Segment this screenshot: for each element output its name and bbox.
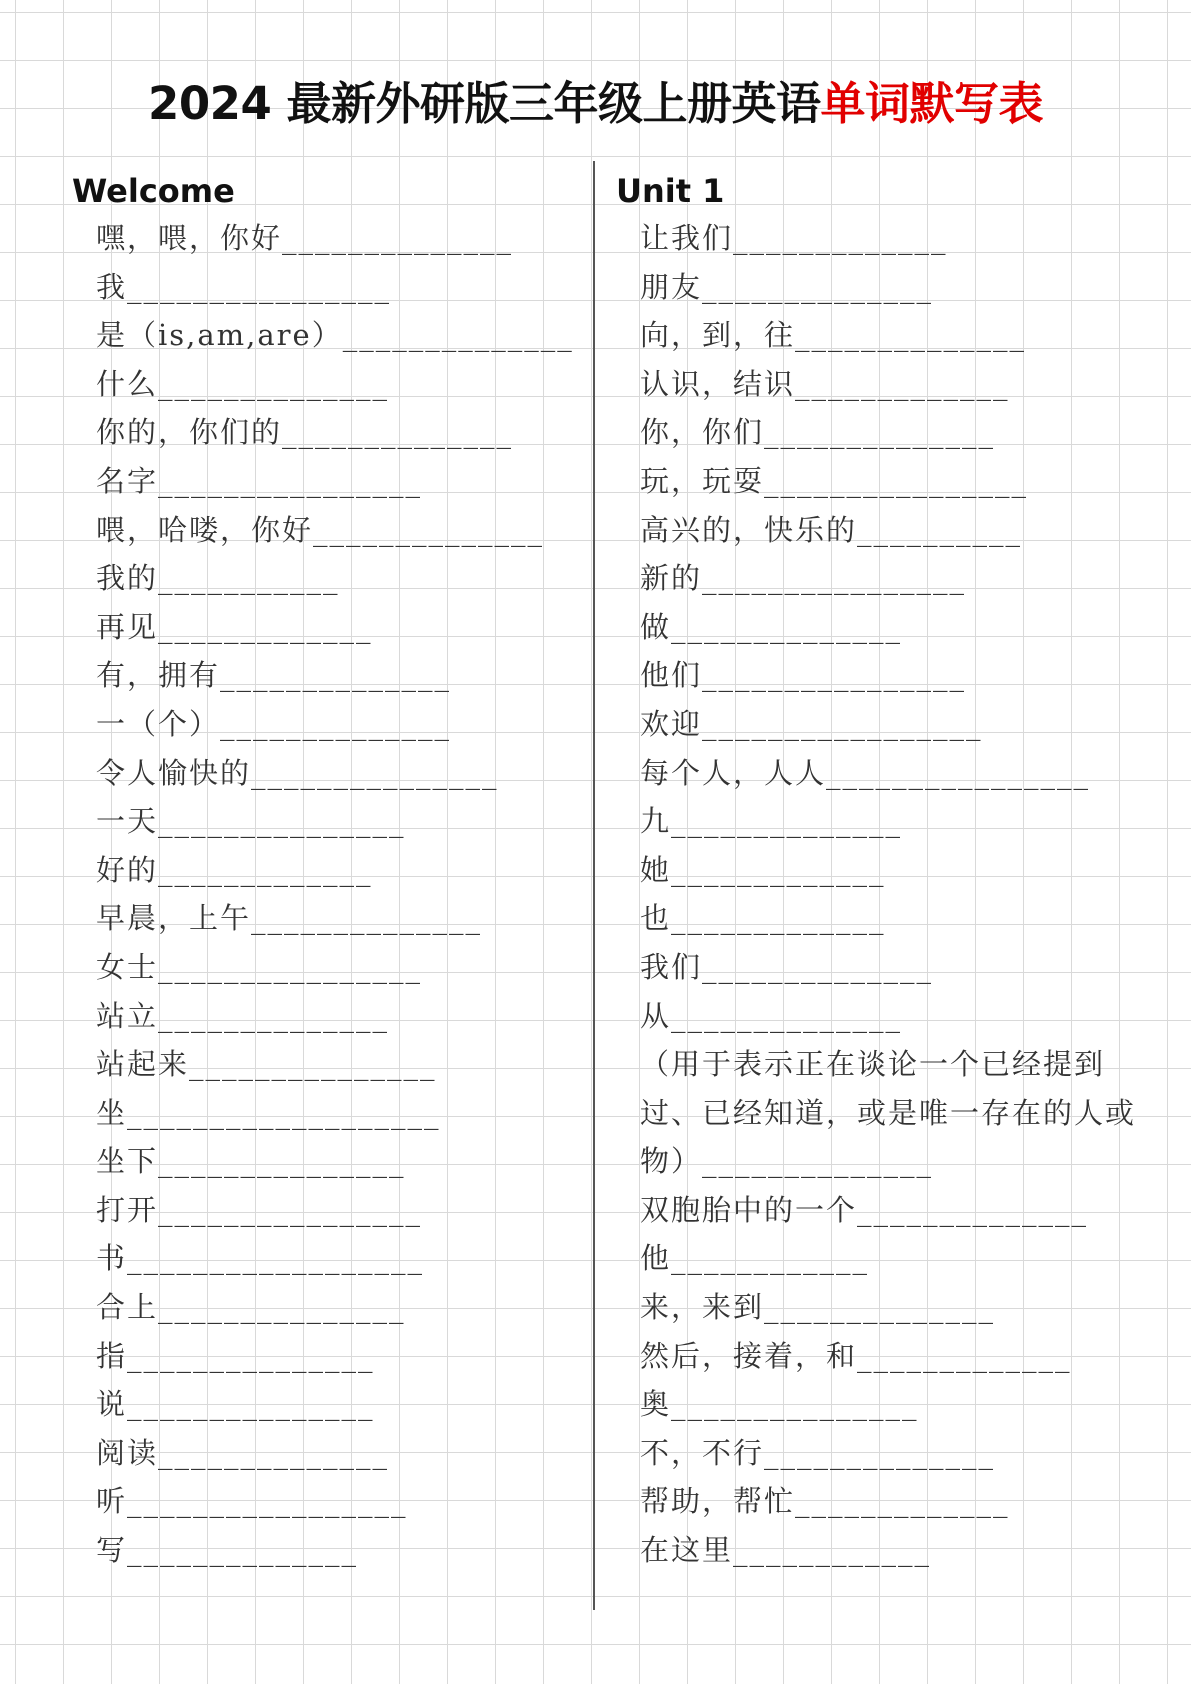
word-item: 向，到，往______________ bbox=[640, 318, 1027, 353]
word-item: 九______________ bbox=[640, 804, 903, 839]
word-item: 坐___________________ bbox=[96, 1095, 441, 1130]
word-item: 合上_______________ bbox=[96, 1290, 406, 1325]
word-item: 喂，哈喽，你好______________ bbox=[96, 512, 545, 547]
word-item: 早晨，上午______________ bbox=[96, 901, 483, 936]
word-item: 奥_______________ bbox=[640, 1387, 919, 1422]
word-item: 站起来_______________ bbox=[96, 1047, 437, 1082]
word-item: （用于表示正在谈论一个已经提到过、已经知道，或是唯一存在的人或物）______________ bbox=[640, 1047, 1137, 1179]
word-item: 阅读______________ bbox=[96, 1435, 390, 1470]
word-item: 朋友______________ bbox=[640, 269, 934, 304]
word-item: 他____________ bbox=[640, 1241, 870, 1276]
word-item: 听_________________ bbox=[96, 1484, 408, 1519]
word-item: 指_______________ bbox=[96, 1338, 375, 1373]
word-item: 书__________________ bbox=[96, 1241, 425, 1276]
word-item: 认识，结识_____________ bbox=[640, 366, 1010, 401]
word-item: 每个人，人人________________ bbox=[640, 755, 1091, 790]
word-item: 坐下_______________ bbox=[96, 1144, 406, 1179]
word-item: 你，你们______________ bbox=[640, 415, 996, 450]
word-item: 然后，接着，和_____________ bbox=[640, 1338, 1072, 1373]
word-item: 再见_____________ bbox=[96, 609, 373, 644]
word-item: 女士________________ bbox=[96, 949, 423, 984]
word-item: 站立______________ bbox=[96, 998, 390, 1033]
title-main: 2024 最新外研版三年级上册英语 bbox=[148, 77, 821, 130]
word-item: 不，不行______________ bbox=[640, 1435, 996, 1470]
unit1-column bbox=[616, 168, 1136, 1575]
word-item: 我们______________ bbox=[640, 949, 934, 984]
unit1-word-list bbox=[640, 214, 1136, 1575]
word-item: 欢迎_________________ bbox=[640, 706, 983, 741]
word-item: 打开________________ bbox=[96, 1192, 423, 1227]
section-heading-unit1: Unit 1 bbox=[616, 172, 725, 210]
word-item: 你的，你们的______________ bbox=[96, 415, 514, 450]
word-item: 双胞胎中的一个______________ bbox=[640, 1192, 1089, 1227]
word-item: 是（is,am,are）______________ bbox=[96, 318, 574, 353]
word-item: 什么______________ bbox=[96, 366, 390, 401]
word-item: 嘿，喂，你好______________ bbox=[96, 221, 514, 255]
word-item: 新的________________ bbox=[640, 561, 967, 596]
word-item: 一（个）______________ bbox=[96, 706, 452, 741]
word-item: 一天_______________ bbox=[96, 804, 406, 839]
word-item: 说_______________ bbox=[96, 1387, 375, 1422]
word-item: 她_____________ bbox=[640, 852, 886, 887]
word-item: 也_____________ bbox=[640, 901, 886, 936]
word-item: 令人愉快的_______________ bbox=[96, 755, 499, 790]
word-item: 来，来到______________ bbox=[640, 1290, 996, 1325]
column-divider bbox=[593, 161, 595, 1610]
word-item: 我的___________ bbox=[96, 561, 340, 596]
word-item: 我________________ bbox=[96, 269, 392, 304]
word-item: 从______________ bbox=[640, 998, 903, 1033]
title-highlight: 单词默写表 bbox=[820, 77, 1043, 130]
word-item: 写______________ bbox=[96, 1533, 359, 1568]
word-item: 他们________________ bbox=[640, 658, 967, 693]
word-item: 有，拥有______________ bbox=[96, 658, 452, 693]
word-item: 名字________________ bbox=[96, 463, 423, 498]
word-item: 玩，玩耍________________ bbox=[640, 463, 1029, 498]
page-title bbox=[0, 74, 1191, 134]
welcome-column bbox=[72, 168, 572, 1575]
section-heading-welcome: Welcome bbox=[72, 172, 235, 210]
word-item: 好的_____________ bbox=[96, 852, 373, 887]
welcome-word-list bbox=[96, 214, 572, 1575]
word-item: 高兴的，快乐的__________ bbox=[640, 512, 1023, 547]
word-item: 让我们_____________ bbox=[640, 221, 948, 255]
word-item: 帮助，帮忙_____________ bbox=[640, 1484, 1010, 1519]
word-item: 做______________ bbox=[640, 609, 903, 644]
word-item: 在这里____________ bbox=[640, 1533, 932, 1568]
